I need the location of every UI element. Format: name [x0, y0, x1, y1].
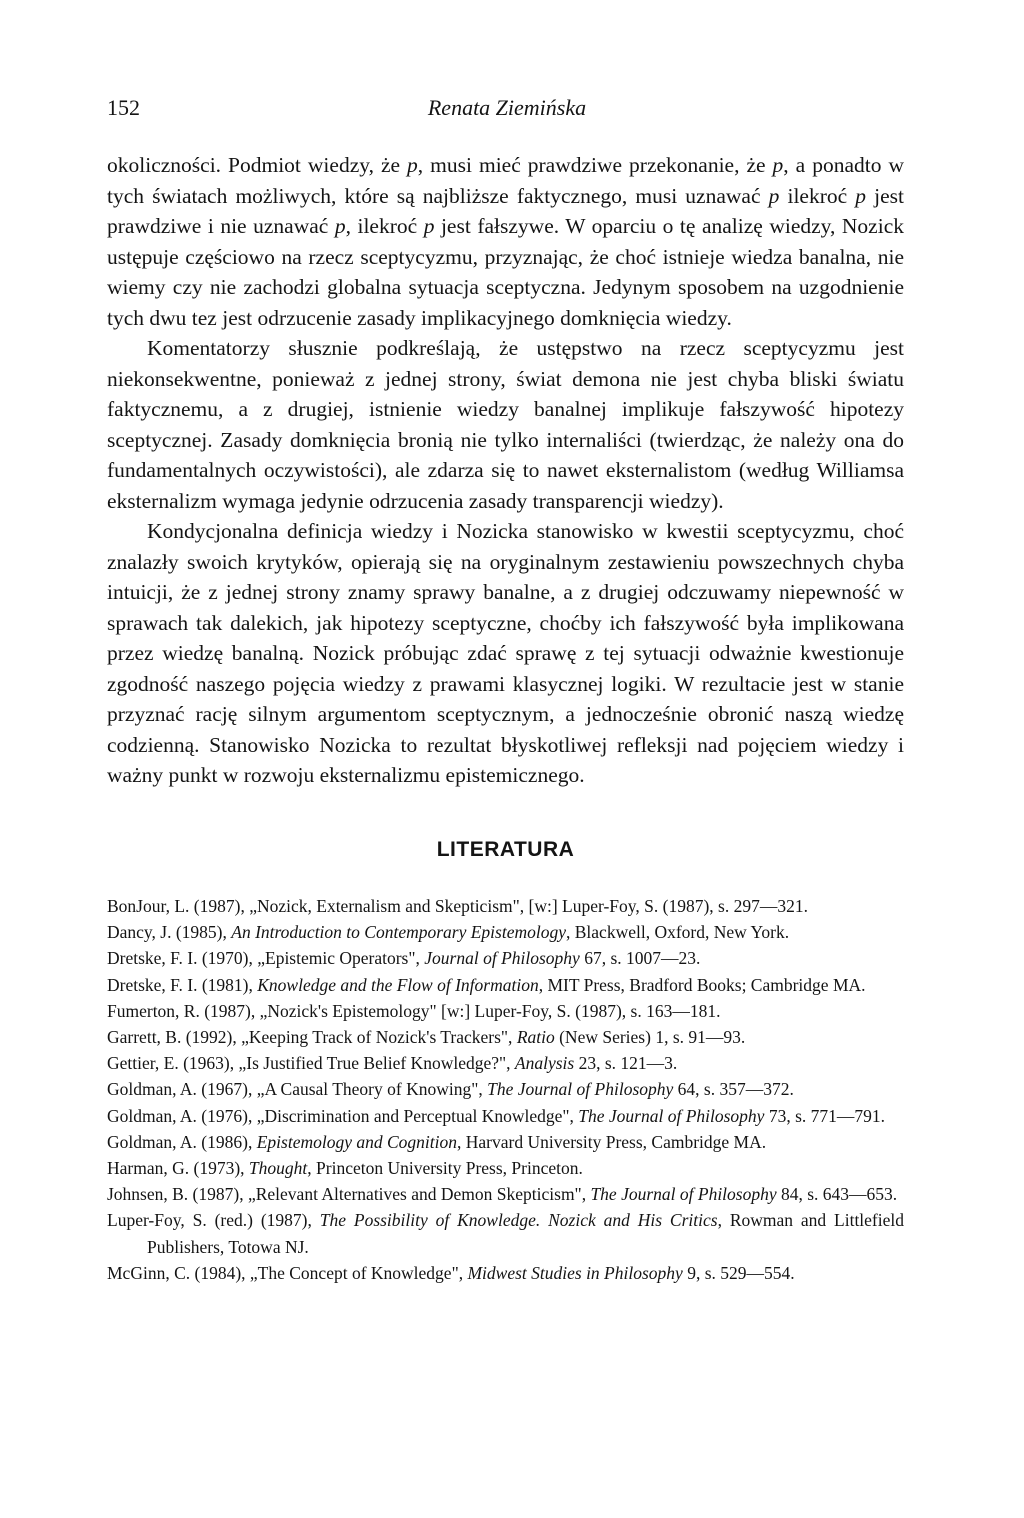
text-run: Johnsen, B. (1987), „Relevant Alternatives and Demon Skepticism",	[107, 1184, 591, 1205]
text-run: Komentatorzy słusznie podkreślają, że ustępstwo na rzecz sceptycyzmu jest niekonsekwentne, ponieważ z jednej strony, świat demona nie jest chyba bliski światu faktycznemu, a z drugiej, istnienie wiedzy banalnej implikuje fałszywość hipotezy sceptycznej. Zasady domknięcia bronią nie tylko internaliści (twierdząc, że należy ona do fundamentalnych oczywistości), ale zdarza się to nawet eksternalistom (według Williamsa eksternalizm wymaga jedynie odrzucenia zasady transparencji wiedzy).	[107, 336, 904, 513]
text-run: BonJour, L. (1987), „Nozick, Externalism and Skepticism", [w:] Luper-Foy, S. (1987), s. 297—321.	[107, 896, 808, 916]
text-run: jest prawdziwe i nie uznawać	[107, 183, 904, 238]
text-run: Harman, G. (1973),	[107, 1158, 249, 1179]
italic-text: The Journal of Philosophy	[487, 1079, 674, 1100]
reference-item	[107, 1181, 904, 1207]
running-head: Renata Ziemińska	[427, 95, 587, 120]
reference-item	[107, 1260, 904, 1286]
reference-item	[107, 1129, 904, 1155]
text-run: Luper-Foy, S. (red.) (1987),	[107, 1210, 320, 1231]
text-run: 9, s. 529—554.	[682, 1262, 795, 1283]
text-run: Dancy, J. (1985),	[107, 922, 232, 943]
text-run: Goldman, A. (1976), „Discrimination and Perceptual Knowledge",	[107, 1105, 579, 1126]
text-run: 84, s. 643—653.	[776, 1184, 898, 1205]
text-run: Dretske, F. I. (1970), „Epistemic Operators",	[107, 948, 425, 969]
paragraph	[107, 333, 904, 516]
text-run: 73, s. 771—791.	[764, 1105, 886, 1126]
italic-text: p	[423, 214, 435, 238]
text-run: , Princeton University Press, Princeton.	[307, 1158, 583, 1179]
italic-text: Analysis	[514, 1053, 575, 1074]
italic-text: Midwest Studies in Philosophy	[467, 1262, 683, 1283]
reference-item	[107, 893, 904, 919]
reference-item	[107, 1103, 904, 1129]
italic-text: Epistemology and Cognition	[256, 1131, 457, 1152]
reference-item	[107, 998, 904, 1024]
italic-text: The Journal of Philosophy	[590, 1184, 777, 1205]
italic-text: p	[768, 183, 780, 208]
text-run: , a ponadto w tych światach możliwych, które są najbliższe faktycznego, musi uznawać	[107, 153, 904, 208]
text-run: , musi mieć prawdziwe przekonanie, że	[417, 153, 773, 177]
page-number: 152	[107, 95, 140, 120]
reference-item	[107, 1024, 904, 1050]
section-title: LITERATURA	[436, 838, 575, 861]
text-run: Gettier, E. (1963), „Is Justified True Belief Knowledge?",	[107, 1053, 515, 1074]
italic-text: p	[334, 214, 346, 238]
body-text	[107, 150, 904, 791]
text-run: , MIT Press, Bradford Books; Cambridge MA.	[538, 974, 866, 995]
page-header	[107, 94, 907, 122]
reference-list	[107, 893, 904, 1286]
reference-item	[107, 1050, 904, 1076]
paragraph	[107, 150, 904, 333]
text-run: Goldman, A. (1986),	[107, 1131, 257, 1152]
text-run: McGinn, C. (1984), „The Concept of Knowledge",	[107, 1262, 468, 1283]
reference-item	[107, 945, 904, 971]
italic-text: An Introduction to Contemporary Epistemology	[231, 922, 566, 943]
text-run: Garrett, B. (1992), „Keeping Track of Nozick's Trackers",	[107, 1027, 517, 1048]
italic-text: p	[407, 153, 418, 177]
text-run: 64, s. 357—372.	[673, 1079, 794, 1100]
text-run: , Blackwell, Oxford, New York.	[566, 922, 790, 943]
text-run: 23, s. 121—3.	[574, 1053, 678, 1074]
text-run: , ilekroć	[345, 214, 424, 238]
italic-text: Thought	[248, 1158, 308, 1179]
reference-item	[107, 1076, 904, 1102]
italic-text: Journal of Philosophy	[424, 948, 580, 969]
text-run: Kondycjonalna definicja wiedzy i Nozicka stanowisko w kwestii sceptycyzmu, choć znalazły swoich krytyków, opierają się na oryginalnym zestawieniu powszechnych chyba intuicji, że z jednej strony znamy sprawy banalne, a z drugiej odczuwamy niepewność w sprawach tak dalekich, jak hipotezy sceptyczne, choćby ich fałszywość była implikowana przez wiedzę banalną. Nozick próbując zdać sprawę z tej sytuacji odważnie kwestionuje zgodność naszego pojęcia wiedzy z prawami klasycznej logiki. W rezultacie jest w stanie przyznać rację silnym argumentom sceptycznym, a jednocześnie obronić naszą wiedzę codzienną. Stanowisko Nozicka to rezultat błyskotliwej refleksji nad pojęciem wiedzy i ważny punkt w rozwoju eksternalizmu epistemicznego.	[107, 519, 904, 787]
text-run: Fumerton, R. (1987), „Nozick's Epistemology" [w:] Luper-Foy, S. (1987), s. 163—181.	[107, 1000, 721, 1021]
italic-text: Ratio	[516, 1027, 555, 1048]
text-run: 67, s. 1007—23.	[579, 948, 701, 969]
reference-item	[107, 972, 904, 998]
text-run: , Harvard University Press, Cambridge MA.	[457, 1131, 767, 1152]
text-run: Dretske, F. I. (1981),	[107, 974, 258, 995]
text-run: (New Series) 1, s. 91—93.	[554, 1027, 746, 1048]
italic-text: The Journal of Philosophy	[578, 1105, 765, 1126]
italic-text: The Possibility of Knowledge. Nozick and His Critics	[319, 1210, 718, 1231]
italic-text: p	[855, 183, 867, 208]
paragraph	[107, 516, 904, 791]
italic-text: Knowledge and the Flow of Information	[257, 974, 539, 995]
text-run: okoliczności. Podmiot wiedzy, że	[107, 153, 408, 177]
text-run: Goldman, A. (1967), „A Causal Theory of Knowing",	[107, 1079, 488, 1100]
reference-item	[107, 1207, 904, 1259]
text-run: ilekroć	[779, 183, 856, 208]
reference-item	[107, 1155, 904, 1181]
text-run: jest fałszywe. W oparciu o tę analizę wiedzy, Nozick ustępuje częściowo na rzecz sceptycyzmu, przyznając, że choć istnieje wiedza banalna, nie wiemy czy nie zachodzi globalna sytuacja sceptyczna. Jedynym sposobem na uzgodnienie tych dwu tez jest odrzucenie zasady implikacyjnego domknięcia wiedzy.	[107, 214, 904, 330]
italic-text: p	[772, 153, 784, 177]
text-run: , Rowman and Littlefield Publishers, Totowa NJ.	[147, 1210, 905, 1257]
reference-item	[107, 919, 904, 945]
